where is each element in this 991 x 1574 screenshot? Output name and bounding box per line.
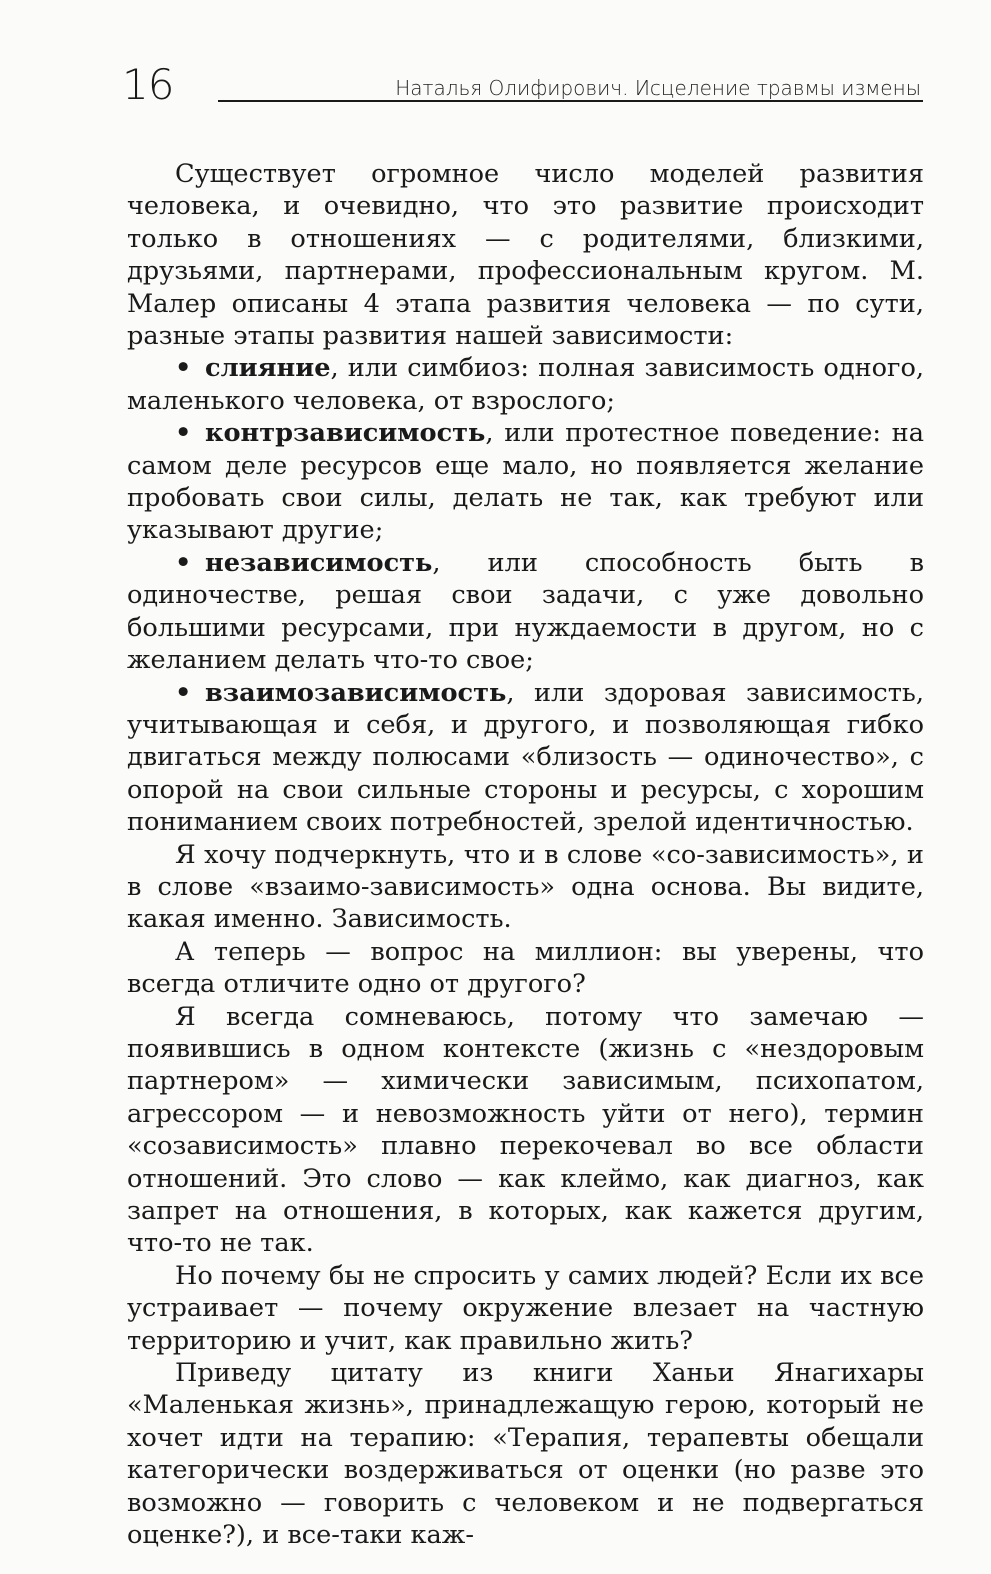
bullet-term: взаимозависимость (205, 677, 507, 708)
paragraph-intro: Существует огромное число моделей развития человека, и очевидно, что это развитие происходит только в отношениях — с родителями, близкими, друзьями, партнерами, профессиональным кругом. М. Малер описаны 4 этапа развития человека — по сути, разные этапы развития нашей зависимости: (127, 159, 924, 352)
list-item-counterdependence (127, 417, 924, 547)
bullet-text: , или симбиоз: полная зависимость одного, маленького человека, от взрослого; (127, 353, 924, 416)
bullet-icon: • (175, 353, 192, 384)
bullet-text: , или здоровая зависимость, учитывающая и себя, и другого, и позволяющая гибко двигаться между полюсами «близость — одиночество», с опорой на свои сильные стороны и ресурсы, с хорошим пониманием своих потребностей, зрелой идентичностью. (127, 677, 924, 838)
paragraph-question: А теперь — вопрос на миллион: вы уверены, что всегда отличите одно от другого? (127, 936, 924, 1000)
paragraph-quote: Приведу цитату из книги Ханьи Янагихары «Маленькая жизнь», принадлежащую герою, который не хочет идти на терапию: «Терапия, терапевты обещали категорически воздерживаться от оценки (но разве это возможно — говорить с человеком и не подвергаться оценке?), и все-таки каж- (127, 1358, 924, 1551)
bullet-icon: • (175, 547, 192, 578)
bullet-text: , или способность быть в одиночестве, решая свои задачи, с уже довольно большими ресурсами, при нуждаемости в другом, но с желанием делать что-то свое; (127, 547, 924, 676)
list-item-interdependence (127, 677, 924, 839)
header-rule (218, 100, 923, 102)
bullet-term: контрзависимость (205, 418, 486, 449)
running-title: Наталья Олифирович. Исцеление травмы измены (395, 76, 921, 100)
list-item-independence (127, 547, 924, 677)
bullet-term: независимость (205, 547, 433, 578)
bullet-icon: • (175, 418, 192, 449)
bullet-icon: • (175, 677, 192, 708)
bullet-term: слияние (205, 353, 331, 384)
paragraph-ask-people: Но почему бы не спросить у самих людей? Если их все устраивает — почему окружение влезает на частную территорию и учит, как правильно жить? (127, 1260, 924, 1356)
page-number: 16 (122, 60, 174, 109)
paragraph-doubt: Я всегда сомневаюсь, потому что замечаю — появившись в одном контексте (жизнь с «нездоровым партнером» — химически зависимым, психопатом, агрессором — и невозможность уйти от него), термин «созависимость» плавно перекочевал во все области отношений. Это слово — как клеймо, как диагноз, как запрет на отношения, в которых, как кажется другим, что-то не так. (127, 1001, 924, 1259)
bullet-text: , или протестное поведение: на самом деле ресурсов еще мало, но появляется желание пробовать свои силы, делать не так, как требуют или указывают другие; (127, 418, 924, 546)
page-body (127, 158, 924, 1551)
paragraph-emphasis: Я хочу подчеркнуть, что и в слове «со-зависимость», и в слове «взаимо-зависимость» одна основа. Вы видите, какая именно. Зависимость. (127, 839, 924, 935)
list-item-merger (127, 352, 924, 417)
